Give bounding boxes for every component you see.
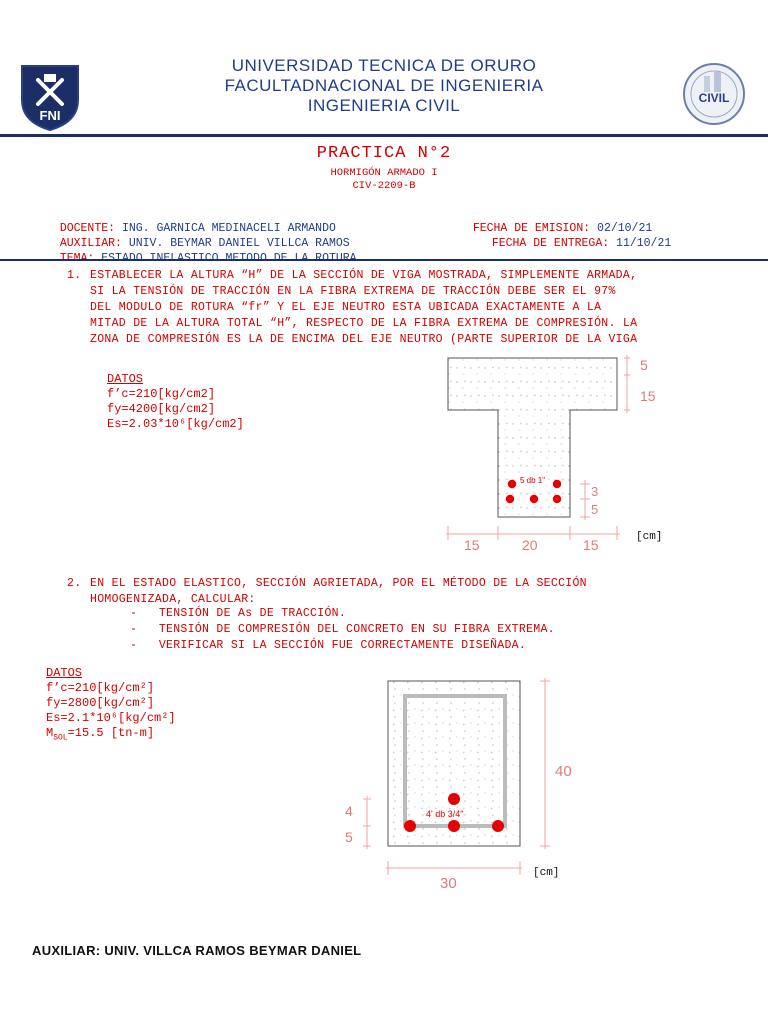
- q1-line-3: DEL MODULO DE ROTURA “fr” Y EL EJE NEUTRO ESTA UBICADA EXACTAMENTE A LA: [90, 301, 602, 314]
- fni-logo-text: FNI: [39, 108, 61, 123]
- practice-title: PRACTICA N°2: [316, 144, 452, 163]
- q1-datos-fc: f’c=210[kg/cm2]: [107, 387, 216, 401]
- practice-subject: HORMIGÓN ARMADO I: [330, 167, 438, 179]
- t-beam-dim-b3: 15: [583, 537, 599, 553]
- q2-line-2: HOMOGENIZADA, CALCULAR:: [90, 593, 256, 606]
- q1-line-5: ZONA DE COMPRESIÓN ES LA DE ENCIMA DEL EJE NEUTRO (PARTE SUPERIOR DE LA VIGA: [90, 333, 638, 346]
- q2-number: 2.: [67, 577, 82, 590]
- practice-code: CIV-2209-B: [352, 180, 416, 192]
- q2-bullet-2: - TENSIÓN DE COMPRESIÓN DEL CONCRETO EN SU FIBRA EXTREMA.: [130, 623, 555, 636]
- emision-label: FECHA DE EMISION:: [472, 222, 591, 235]
- t-beam-dim-3: 3: [591, 484, 599, 499]
- t-beam-bar-label: 5 db 1": [520, 476, 546, 485]
- rebar: [553, 480, 561, 488]
- emision-value: 02/10/21: [597, 222, 653, 235]
- q2-datos-msol: $M_{SOL}=15.5$ [tn-m]: [46, 726, 155, 743]
- q2-bullet-1: - TENSIÓN DE As DE TRACCIÓN.: [130, 607, 347, 620]
- q2-datos-es: Es=2.1*10⁶[kg/cm²]: [46, 711, 176, 725]
- t-beam-dim-b1: 15: [464, 537, 480, 553]
- t-beam-figure: [440, 350, 680, 560]
- q1-line-2: SI LA TENSIÓN DE TRACCIÓN EN LA FIBRA EXTREMA DE TRACCIÓN DEBE SER EL 97%: [90, 285, 616, 298]
- rect-beam-figure: [335, 672, 585, 894]
- q2-bullet-2-text: TENSIÓN DE COMPRESIÓN DEL CONCRETO EN SU FIBRA EXTREMA.: [158, 623, 555, 636]
- q1-datos-es: Es=2.03*10⁶[kg/cm2]: [107, 417, 244, 431]
- rebar: [506, 495, 514, 503]
- rect-beam-bar-label: 4' db 3/4": [426, 809, 464, 819]
- header-divider: [0, 134, 768, 137]
- entrega-value: 11/10/21: [616, 237, 672, 250]
- q1-number: 1.: [67, 269, 82, 282]
- header-faculty: FACULTADNACIONAL DE INGENIERIA: [224, 76, 544, 95]
- q2-bullet-3-text: VERIFICAR SI LA SECCIÓN FUE CORRECTAMENTE DISEÑADA.: [158, 639, 527, 652]
- q1-datos-fy: fy=4200[kg/cm2]: [107, 402, 216, 416]
- q2-datos-fc: f’c=210[kg/cm²]: [46, 681, 155, 695]
- rebar: [508, 480, 516, 488]
- entrega-row: [478, 224, 671, 250]
- q2-bullet-1-text: TENSIÓN DE As DE TRACCIÓN.: [158, 607, 347, 620]
- q1-datos-title: DATOS: [107, 372, 144, 386]
- rebar: [448, 820, 460, 832]
- t-beam-unit: [cm]: [636, 531, 663, 543]
- info-divider: [0, 259, 768, 261]
- q2-datos: [46, 666, 176, 745]
- q2-datos-fy: fy=2800[kg/cm²]: [46, 696, 155, 710]
- rebar: [553, 495, 561, 503]
- header-title: [0, 56, 768, 116]
- docente-value: ING. GARNICA MEDINACELI ARMANDO: [121, 222, 336, 235]
- rebar: [448, 793, 460, 805]
- q1-datos: [107, 372, 244, 432]
- q1-line-1: ESTABLECER LA ALTURA “H” DE LA SECCIÓN DE VIGA MOSTRADA, SIMPLEMENTE ARMADA,: [90, 269, 638, 282]
- q2-datos-title: DATOS: [46, 666, 83, 680]
- auxiliar-label: AUXILIAR:: [59, 237, 122, 250]
- civil-logo: [682, 62, 746, 126]
- entrega-label: FECHA DE ENTREGA:: [491, 237, 610, 250]
- q2-bullet-3: - VERIFICAR SI LA SECCIÓN FUE CORRECTAMENTE DISEÑADA.: [130, 639, 527, 652]
- auxiliar-value: UNIV. BEYMAR DANIEL VILLCA RAMOS: [128, 237, 350, 250]
- docente-label: DOCENTE:: [59, 222, 116, 235]
- civil-logo-text: CIVIL: [698, 91, 730, 105]
- t-beam-dim-5: 5: [591, 502, 599, 517]
- rebar: [530, 495, 538, 503]
- t-beam-dim-top: 5: [640, 357, 648, 373]
- q1-line-4: MITAD DE LA ALTURA TOTAL “H”, RESPECTO DE LA FIBRA EXTREMA DE COMPRESIÓN. LA: [90, 317, 638, 330]
- t-beam-dim-b2: 20: [522, 537, 538, 553]
- rect-beam-dim-5: 5: [345, 829, 353, 845]
- footer-auxiliar: AUXILIAR: UNIV. VILLCA RAMOS BEYMAR DANIEL: [32, 943, 362, 958]
- rect-beam-unit: [cm]: [533, 867, 560, 879]
- tema-row: [46, 239, 357, 265]
- rect-beam-dim-4: 4: [345, 803, 353, 819]
- header-career: INGENIERIA CIVIL: [307, 96, 461, 115]
- t-beam-dim-flange: 15: [640, 388, 656, 404]
- rebar: [404, 820, 416, 832]
- header-university: UNIVERSIDAD TECNICA DE ORURO: [231, 56, 537, 75]
- rect-beam-dim-h: 40: [555, 763, 572, 780]
- rebar: [492, 820, 504, 832]
- rect-beam-dim-b: 30: [440, 875, 457, 892]
- q2-line-1: EN EL ESTADO ELASTICO, SECCIÓN AGRIETADA, POR EL MÉTODO DE LA SECCIÓN: [90, 577, 587, 590]
